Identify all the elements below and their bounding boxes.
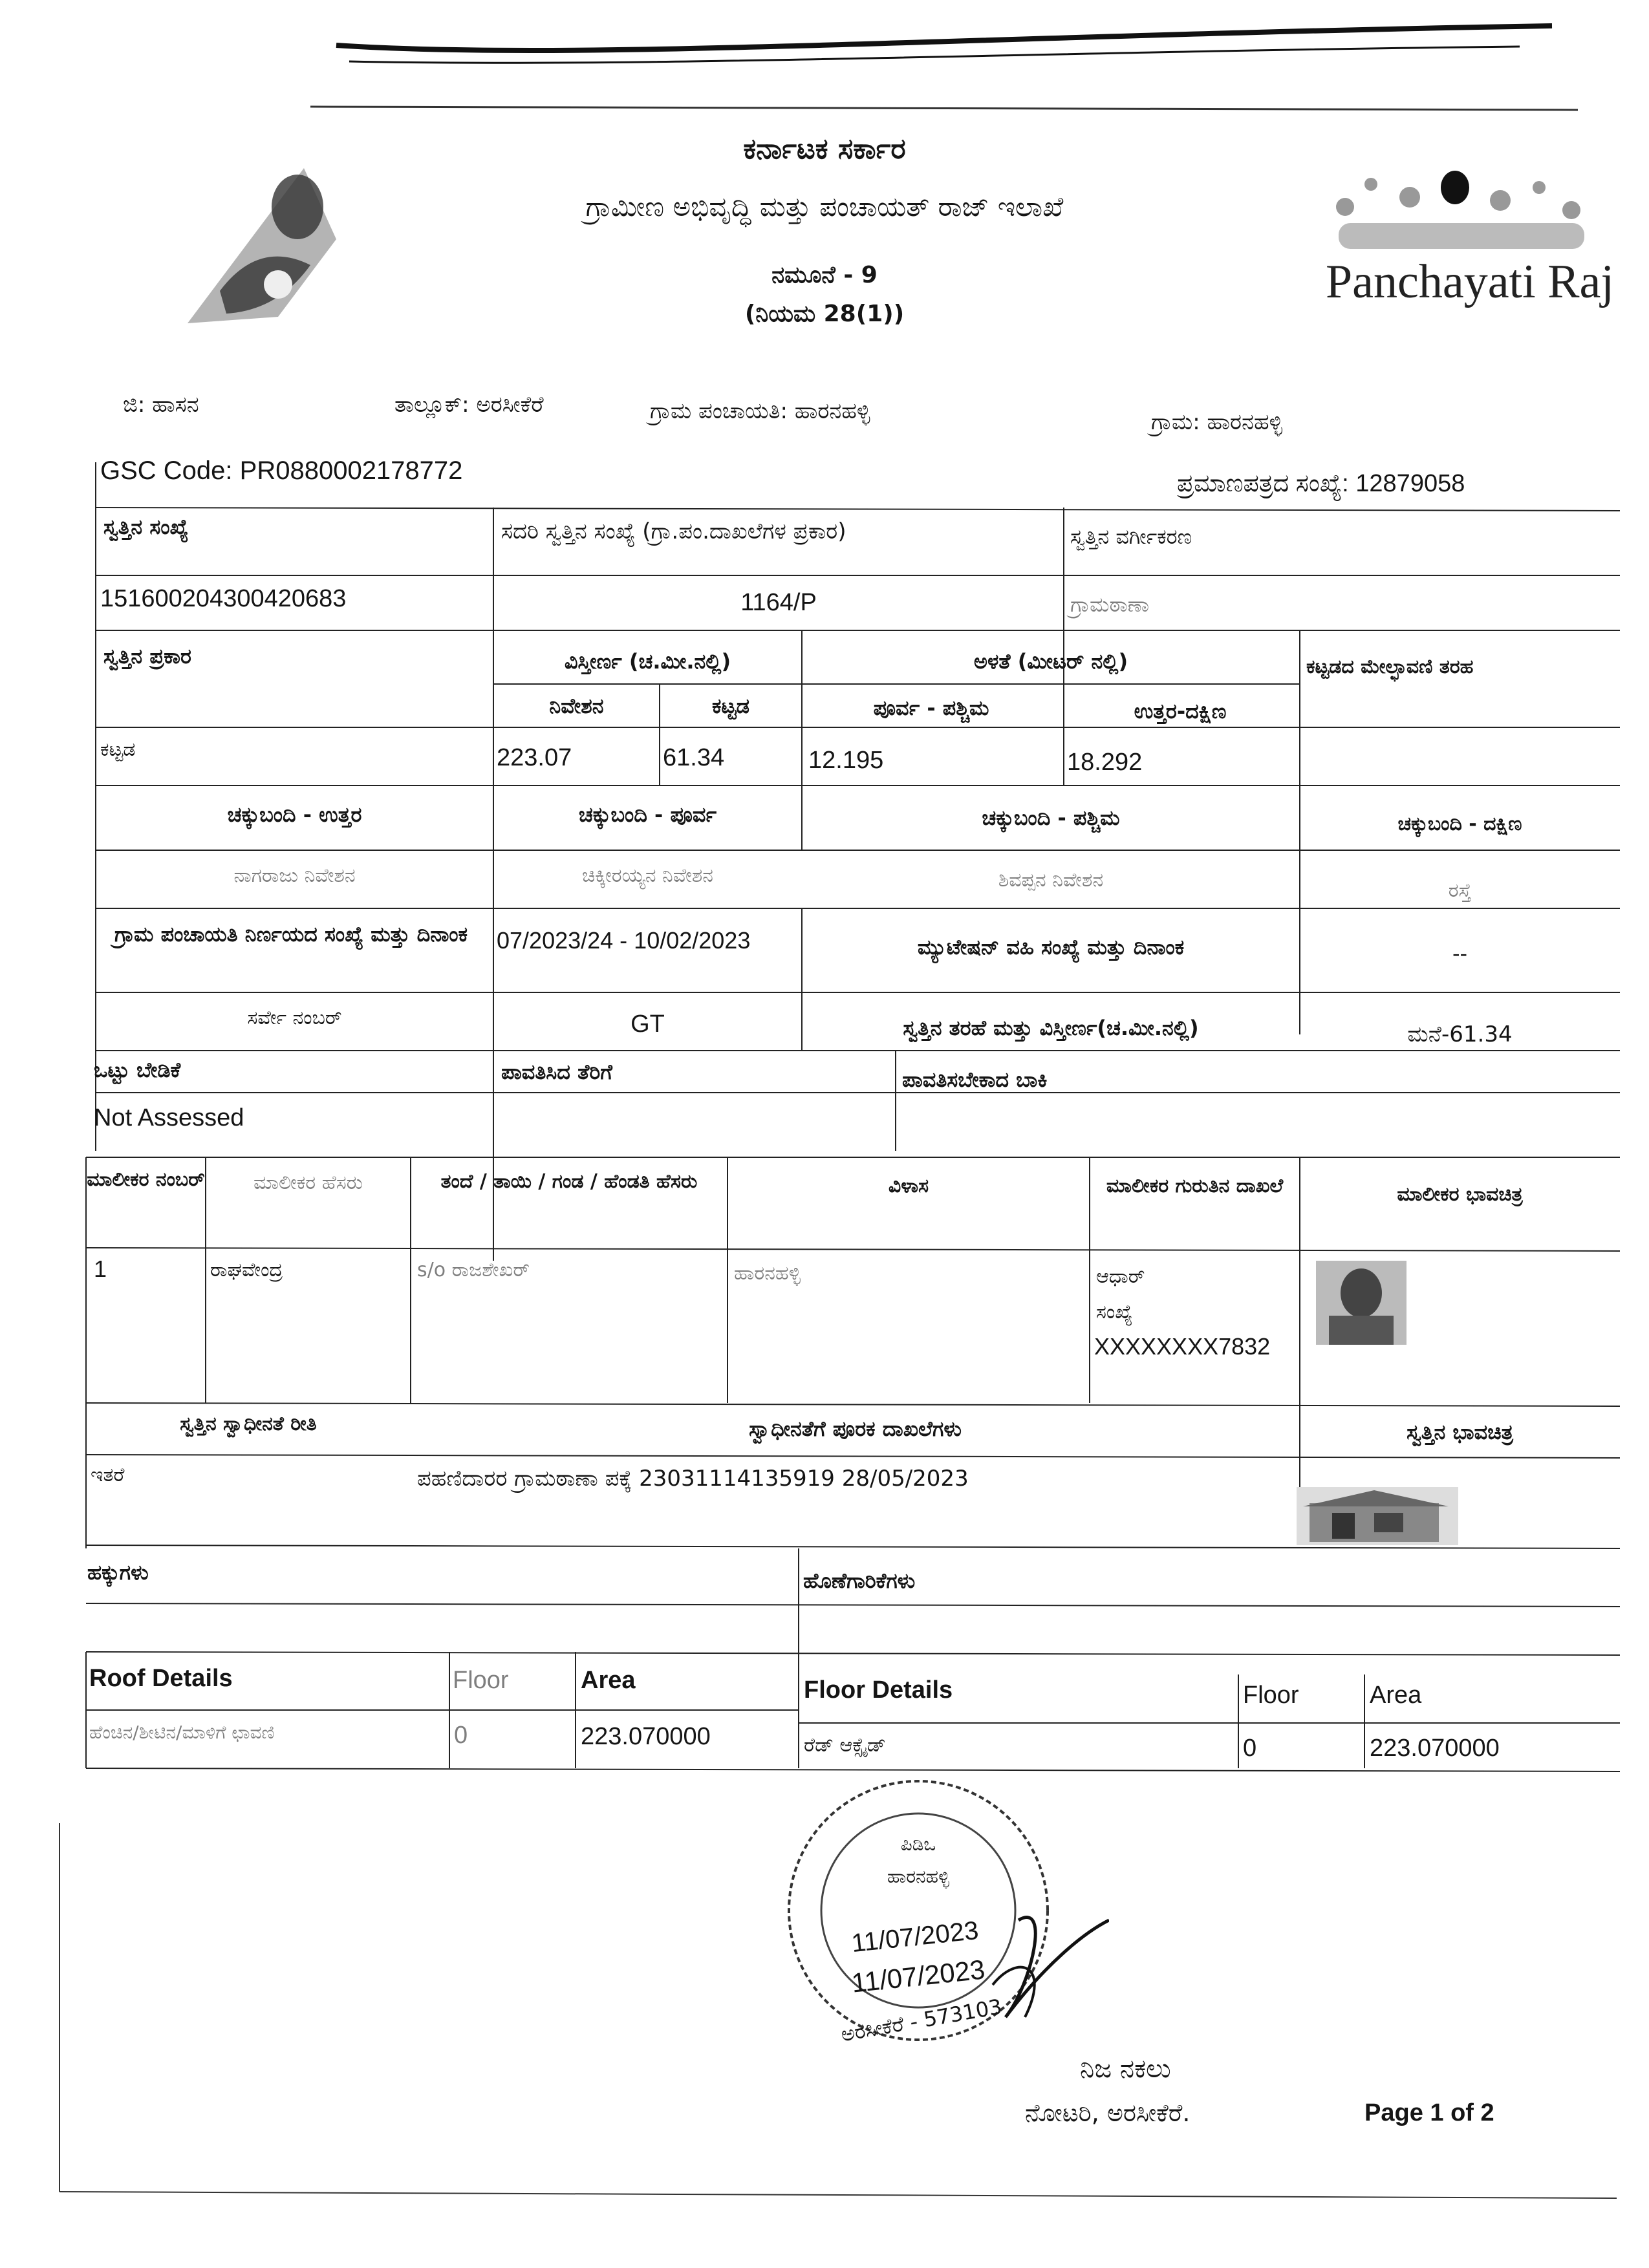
owner-photo [1316, 1261, 1406, 1345]
survey-value: GT [630, 1011, 665, 1038]
seal-line2: ಹಾರನಹಳ್ಳಿ [887, 1866, 950, 1887]
notary-text: ನೋಟರಿ, ಅರಸೀಕೆರೆ. [1025, 2099, 1191, 2127]
property-id: 151600204300420683 [100, 585, 347, 612]
owner-name: ರಾಘವೇಂದ್ರ [210, 1259, 283, 1281]
owner-id-sub: ಸಂಖ್ಯೆ [1096, 1301, 1133, 1323]
roof-floor: 0 [454, 1722, 468, 1749]
address-header: ವಿಳಾಸ [888, 1175, 929, 1197]
floor-floor: 0 [1243, 1735, 1257, 1762]
seal-pin: ಅರಸೀಕೆರೆ - 573103 [839, 1994, 1004, 2047]
roof-type: ಹೆಂಚಿನ/ಶೀಟಿನ/ಮಾಳಿಗೆ ಛಾವಣಿ [89, 1722, 275, 1743]
gram-panchayat: ಗ್ರಾಮ ಪಂಚಾಯತಿ: ಹಾರನಹಳ್ಳಿ [650, 398, 870, 424]
property-type-label: ಸ್ವತ್ತಿನ ಪ್ರಕಾರ [103, 644, 191, 669]
building-area: 61.34 [663, 744, 725, 771]
total-demand-label: ಒಟ್ಟು ಬೇಡಿಕೆ [94, 1058, 181, 1082]
dimension-label: ಅಳತೆ (ಮೀಟರ್ ನಲ್ಲಿ) [973, 649, 1128, 674]
floor-area: 223.070000 [1370, 1735, 1500, 1762]
resolution-value: 07/2023/24 - 10/02/2023 [497, 927, 751, 954]
old-property-id: 1164/P [740, 589, 817, 616]
tax-paid-label: ಪಾವತಿಸಿದ ತೆರಿಗೆ [501, 1060, 612, 1084]
karnataka-emblem-icon [181, 162, 362, 330]
official-seal [747, 1771, 1109, 2056]
owner-id-header: ಮಾಲೀಕರ ಗುರುತಿನ ದಾಖಲೆ [1106, 1175, 1284, 1197]
owner-number: 1 [94, 1256, 107, 1282]
east-boundary-label: ಚಕ್ಕುಬಂದಿ - ಪೂರ್ವ [578, 802, 717, 827]
liabilities-label: ಹೊಣೆಗಾರಿಕೆಗಳು [803, 1568, 916, 1593]
nature-area-label: ಸ್ವತ್ತಿನ ತರಹೆ ಮತ್ತು ವಿಸ್ತೀರ್ಣ(ಚ.ಮೀ.ನಲ್ಲಿ) [903, 1016, 1199, 1040]
panchayati-raj-text: Panchayati Raj [1326, 255, 1614, 308]
survey-label: ಸರ್ವೇ ನಂಬರ್ [247, 1007, 342, 1029]
ownership-mode-label: ಸ್ವತ್ತಿನ ಸ್ವಾಧೀನತೆ ರೀತಿ [180, 1413, 317, 1435]
east-west-label: ಪೂರ್ವ - ಪಶ್ಚಿಮ [873, 696, 989, 720]
total-demand: Not Assessed [94, 1104, 244, 1131]
seal-line1: ಪಿಡಿಒ [900, 1834, 936, 1855]
ownership-docs: ಪಹಣಿದಾರರ ಗ್ರಾಮಠಾಣಾ ಪಕ್ಕೆ 23031114135919 28/05/2023 [417, 1466, 969, 1492]
mutation-value: -- [1452, 941, 1468, 966]
floor-details-title: Floor Details [804, 1676, 953, 1704]
property-photo-label: ಸ್ವತ್ತಿನ ಭಾವಚಿತ್ರ [1406, 1420, 1513, 1444]
west-boundary-label: ಚಕ್ಕುಬಂದಿ - ಪಶ್ಚಿಮ [982, 806, 1120, 830]
old-id-label: ಸದರಿ ಸ್ವತ್ತಿನ ಸಂಖ್ಯೆ (ಗ್ರಾ.ಪಂ.ದಾಖಲೆಗಳ ಪ್ರಕಾರ) [501, 519, 846, 544]
true-copy-text: ನಿಜ ನಕಲು [1080, 2054, 1171, 2084]
balance-due-label: ಪಾವತಿಸಬೇಕಾದ ಬಾಕಿ [902, 1067, 1048, 1092]
owner-address: ಹಾರನಹಳ್ಳಿ [734, 1262, 801, 1285]
ownership-mode: ಇತರೆ [91, 1464, 125, 1486]
panchayati-raj-logo [1326, 162, 1614, 336]
owner-id-type: ಆಧಾರ್ [1096, 1265, 1145, 1288]
roof-details-title: Roof Details [89, 1665, 233, 1692]
roof-floor-label: Floor [453, 1667, 509, 1694]
south-boundary: ರಸ್ತೆ [1448, 879, 1472, 902]
floor-floor-label: Floor [1243, 1682, 1299, 1709]
north-south-label: ಉತ್ತರ-ದಕ್ಷಿಣ [1134, 699, 1227, 723]
property-id-label: ಸ್ವತ್ತಿನ ಸಂಖ್ಯೆ [103, 515, 189, 539]
roof-area-label: Area [581, 1667, 636, 1694]
north-boundary-label: ಚಕ್ಕುಬಂದಿ - ಉತ್ತರ [227, 802, 362, 827]
owner-number-header: ಮಾಲೀಕರ ನಂಬರ್ [87, 1168, 205, 1191]
north-south-value: 18.292 [1067, 749, 1143, 776]
rights-label: ಹಕ್ಕುಗಳು [87, 1560, 149, 1585]
state-title: ಕರ್ನಾಟಕ ಸರ್ಕಾರ [743, 133, 906, 166]
property-photo [1297, 1487, 1458, 1545]
district: ಜಿ: ಹಾಸನ [123, 392, 199, 418]
resolution-label: ಗ್ರಾಮ ಪಂಚಾಯತಿ ನಿರ್ಣಯದ ಸಂಖ್ಯೆ ಮತ್ತು ದಿನಾಂಕ [114, 922, 468, 947]
seal-date1: 11/07/2023 [850, 1916, 980, 1958]
seal-date2: 11/07/2023 [850, 1954, 987, 1998]
gsc-code: GSC Code: PR0880002178772 [100, 456, 463, 485]
north-boundary: ನಾಗರಾಜು ನಿವೇಶನ [233, 864, 356, 887]
roof-area: 223.070000 [581, 1723, 711, 1750]
owner-name-header: ಮಾಲೀಕರ ಹೆಸರು [253, 1171, 363, 1194]
village: ಗ್ರಾಮ: ಹಾರನಹಳ್ಳಿ [1151, 409, 1283, 435]
owner-photo-header: ಮಾಲೀಕರ ಭಾವಚಿತ್ರ [1397, 1183, 1523, 1206]
mutation-label: ಮ್ಯುಟೇಷನ್ ವಹಿ ಸಂಖ್ಯೆ ಮತ್ತು ದಿನಾಂಕ [917, 935, 1185, 959]
nature-area-value: ಮನೆ-61.34 [1407, 1022, 1513, 1047]
building-label: ಕಟ್ಟಡ [712, 694, 749, 718]
form-number: ನಮೂನೆ - 9 [771, 262, 878, 288]
page-number: Page 1 of 2 [1364, 2099, 1494, 2126]
site-area: 223.07 [497, 744, 572, 771]
east-west-value: 12.195 [808, 747, 884, 774]
area-label: ವಿಸ್ತೀರ್ಣ (ಚ.ಮೀ.ನಲ್ಲಿ) [564, 649, 731, 674]
taluk: ತಾಲ್ಲೂಕ್: ಅರಸೀಕೆರೆ [394, 392, 544, 418]
owner-id-number: XXXXXXXX7832 [1094, 1333, 1271, 1360]
house-icon [1297, 1487, 1458, 1545]
east-boundary: ಚಿಕ್ಕೀರಯ್ಯನ ನಿವೇಶನ [582, 864, 713, 887]
floor-type: ರೆಡ್ ಆಕ್ಸೈಡ್ [804, 1734, 886, 1757]
rule-number: (ನಿಯಮ 28(1)) [744, 301, 905, 327]
ownership-docs-label: ಸ್ವಾಧೀನತೆಗೆ ಪೂರಕ ದಾಖಲೆಗಳು [749, 1417, 962, 1441]
department-title: ಗ್ರಾಮೀಣ ಅಭಿವೃದ್ಧಿ ಮತ್ತು ಪಂಚಾಯತ್ ರಾಜ್ ಇಲಾಖೆ [585, 191, 1064, 222]
west-boundary: ಶಿವಪ್ಪನ ನಿವೇಶನ [998, 869, 1104, 892]
south-boundary-label: ಚಕ್ಕುಬಂದಿ - ದಕ್ಷಿಣ [1397, 813, 1522, 835]
property-type: ಕಟ್ಟಡ [100, 738, 136, 761]
property-class-label: ಸ್ವತ್ತಿನ ವರ್ಗೀಕರಣ [1070, 524, 1192, 549]
floor-area-label: Area [1370, 1682, 1422, 1709]
person-icon [1316, 1261, 1406, 1345]
site-label: ನಿವೇಶನ [549, 694, 604, 718]
building-roof-label: ಕಟ್ಟಡದ ಮೇಲ್ಛಾವಣಿ ತರಹ [1306, 656, 1474, 678]
panchayati-raj-emblem-icon [1326, 162, 1597, 259]
owner-relation: s/o ರಾಜಶೇಖರ್ [417, 1259, 530, 1281]
property-class: ಗ್ರಾಮಠಾಣಾ [1070, 592, 1149, 617]
relation-header: ತಂದೆ / ತಾಯಿ / ಗಂಡ / ಹೆಂಡತಿ ಹೆಸರು [440, 1170, 698, 1193]
certificate-number: ಪ್ರಮಾಣಪತ್ರದ ಸಂಖ್ಯೆ: 12879058 [1177, 470, 1465, 497]
